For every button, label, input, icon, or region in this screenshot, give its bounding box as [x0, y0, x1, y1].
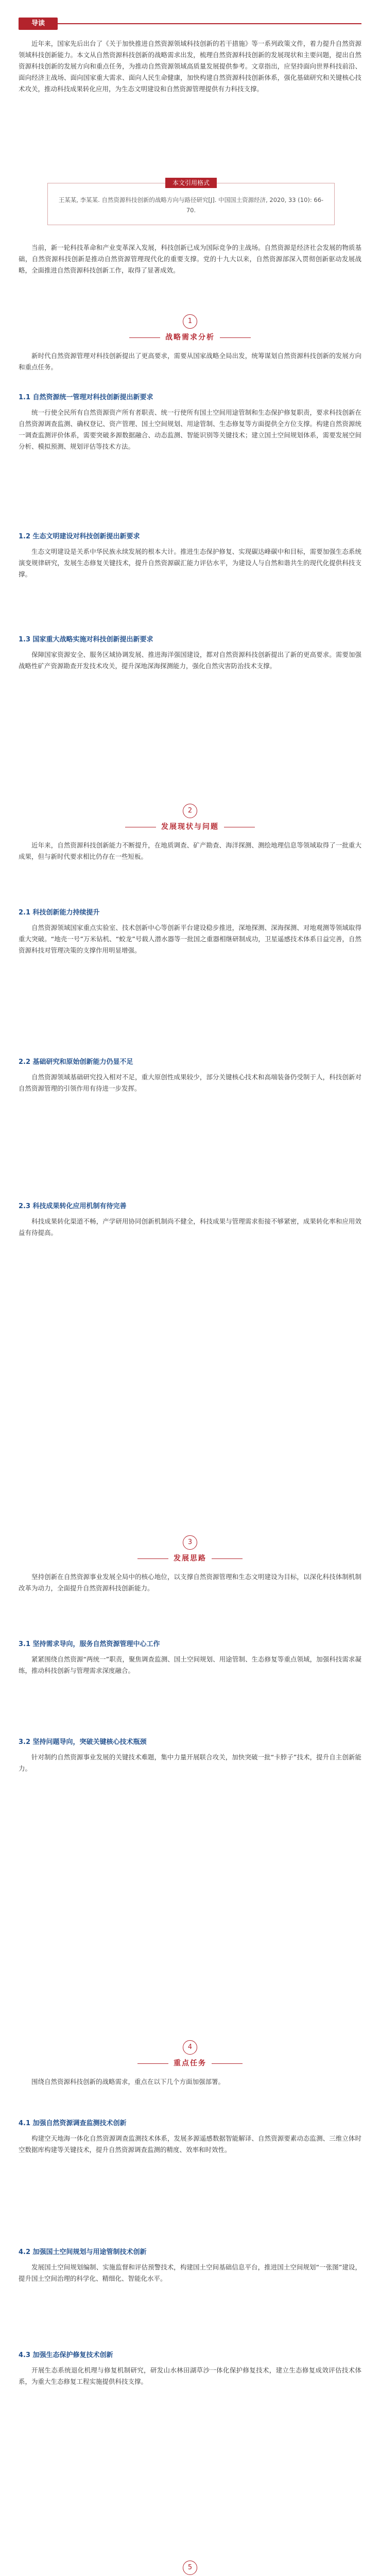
intro-text: [19, 242, 361, 276]
abstract-badge: 导读: [19, 18, 58, 30]
subsection-heading: 2.3 科技成果转化应用机制有待完善: [19, 1202, 127, 1210]
subsection-text: 统一行使全民所有自然资源资产所有者职责、统一行使所有国土空间用途管制和生态保护修复职责，要求科技创新在自然资源调查监测、确权登记、资产管理、国土空间规划、用途管制、生态修复等方面提供全方位支撑。构建自然资源统一调查监测评价体系，需要突破多源数据融合、动态监测、智能识别等关键技术；建立国土空间规划体系，需要发展空间分析、模拟预测、规划评估等技术方法。: [19, 409, 361, 450]
section-number: 5: [183, 2561, 197, 2575]
subsection-text: 保障国家资源安全、服务区域协调发展、推进海洋强国建设，都对自然资源科技创新提出了新的更高要求。需要加强战略性矿产资源勘查开发技术攻关，提升深地深海探测能力，强化自然灾害防治技术支撑。: [19, 651, 361, 670]
subsection-heading: 2.1 科技创新能力持续提升: [19, 909, 100, 917]
section-4-lead: 围绕自然资源科技创新的战略需求，重点在以下几个方面加强部署。: [31, 2078, 225, 2086]
subsection-text: 生态文明建设是关系中华民族永续发展的根本大计。推进生态保护修复、实现碳达峰碳中和目标，需要加强生态系统演变规律研究，发展生态修复关键技术，提升自然资源碳汇能力评估水平，为建设人与自然和谐共生的现代化提供科技支撑。: [19, 548, 361, 578]
section-number: 2: [183, 804, 197, 818]
subsection-text: 科技成果转化渠道不畅，产学研用协同创新机制尚不健全，科技成果与管理需求衔接不够紧密，成果转化率和应用效益有待提高。: [19, 1217, 361, 1236]
subsection-text: 发展国土空间规划编制、实施监督和评估预警技术，构建国土空间基础信息平台，推进国土空间规划“一张图”建设，提升国土空间治理的科学化、精细化、智能化水平。: [19, 2263, 361, 2282]
section-number: 4: [183, 2040, 197, 2055]
abstract-paragraph: 近年来，国家先后出台了《关于加快推进自然资源领域科技创新的若干措施》等一系列政策文件，着力提升自然资源领域科技创新能力。本文从自然资源科技创新的战略需求出发，梳理自然资源科技创新的发展现状和主要问题，提出自然资源科技创新的发展方向和重点任务，为推动自然资源领域高质量发展提供参考。文章指出，应坚持面向世界科技前沿、面向经济主战场、面向国家重大需求、面向人民生命健康，加快构建自然资源科技创新体系，强化基础研究和关键核心技术攻关，推动科技成果转化应用，为生态文明建设和自然资源管理提供有力科技支撑。: [19, 40, 361, 93]
section-2-lead: 近年来，自然资源科技创新能力不断提升，在地质调查、矿产勘查、海洋探测、测绘地理信息等领域取得了一批重大成果，但与新时代要求相比仍存在一些短板。: [19, 841, 361, 860]
section-3-header: [0, 1535, 380, 1563]
citation-text: 王某某, 李某某. 自然资源科技创新的战略方向与路径研究[J]. 中国国土资源经济, 2020, 33 (10): 66-70.: [58, 196, 324, 214]
abstract-text: [19, 38, 361, 95]
intro-paragraph: 当前，新一轮科技革命和产业变革深入发展，科技创新已成为国际竞争的主战场。自然资源是经济社会发展的物质基础，自然资源科技创新是推动自然资源管理现代化的重要支撑。党的十九大以来，自然资源部深入贯彻创新驱动发展战略，全面推进自然资源科技创新工作，取得了显著成效。: [19, 244, 361, 274]
subsection-heading: 3.1 坚持需求导向，服务自然资源管理中心工作: [19, 1640, 160, 1648]
section-title: 战略需求分析: [0, 332, 380, 342]
subsection-heading: 4.3 加强生态保护修复技术创新: [19, 2351, 113, 2359]
citation-title: 本文引用格式: [48, 177, 334, 187]
subsection-heading: 4.1 加强自然资源调查监测技术创新: [19, 2120, 127, 2127]
subsection-text: 构建空天地海一体化自然资源调查监测技术体系，发展多源遥感数据智能解译、自然资源要素动态监测、三维立体时空数据库构建等关键技术，提升自然资源调查监测的精度、效率和时效性。: [19, 2134, 361, 2154]
subsection-text: 针对制约自然资源事业发展的关键技术难题，集中力量开展联合攻关，加快突破一批“卡脖子”技术，提升自主创新能力。: [19, 1753, 361, 1772]
section-title: 发展思路: [0, 1553, 380, 1563]
subsection-heading: 3.2 坚持问题导向，突破关键核心技术瓶颈: [19, 1738, 147, 1746]
subsection-text: 自然资源领域基础研究投入相对不足，重大原创性成果较少，部分关键核心技术和高端装备仍受制于人，科技创新对自然资源管理的引领作用有待进一步发挥。: [19, 1073, 361, 1092]
subsection-heading: 1.3 国家重大战略实施对科技创新提出新要求: [19, 636, 153, 643]
citation-box: [47, 179, 335, 225]
section-title: 发展现状与问题: [0, 821, 380, 832]
subsection-heading: 1.2 生态文明建设对科技创新提出新要求: [19, 533, 140, 540]
section-4-header: [0, 2040, 380, 2068]
section-1-lead: 新时代自然资源管理对科技创新提出了更高要求，需要从国家战略全局出发，统筹谋划自然资源科技创新的发展方向和重点任务。: [19, 352, 361, 371]
section-3-lead: 坚持创新在自然资源事业发展全局中的核心地位，以支撑自然资源管理和生态文明建设为目标，以深化科技体制机制改革为动力，全面提升自然资源科技创新能力。: [19, 1573, 361, 1592]
section-1-header: [0, 314, 380, 342]
section-number: 3: [183, 1535, 197, 1550]
subsection-heading: 4.2 加强国土空间规划与用途管制技术创新: [19, 2248, 147, 2256]
subsection-heading: 2.2 基础研究和原始创新能力仍显不足: [19, 1058, 133, 1066]
subsection-text: 紧紧围绕自然资源“两统一”职责，聚焦调查监测、国土空间规划、用途管制、生态修复等重点领域，加强科技需求凝练，推动科技创新与管理需求深度融合。: [19, 1655, 361, 1674]
subsection-heading: 1.1 自然资源统一管理对科技创新提出新要求: [19, 394, 153, 401]
abstract-divider: [58, 23, 361, 24]
section-2-header: [0, 804, 380, 832]
subsection-text: 自然资源领域国家重点实验室、技术创新中心等创新平台建设稳步推进，深地探测、深海探测、对地观测等领域取得重大突破。“地壳一号”万米钻机、“蛟龙”号载人潜水器等一批国之重器相继研制成功，卫星遥感技术体系日益完善，自然资源科技对管理决策的支撑作用明显增强。: [19, 924, 361, 954]
subsection-text: 开展生态系统退化机理与修复机制研究，研发山水林田湖草沙一体化保护修复技术，建立生态修复成效评估技术体系，为重大生态修复工程实施提供科技支撑。: [19, 2366, 361, 2385]
section-number: 1: [183, 314, 197, 329]
section-title: 重点任务: [0, 2058, 380, 2068]
section-5-header: [0, 2561, 380, 2576]
